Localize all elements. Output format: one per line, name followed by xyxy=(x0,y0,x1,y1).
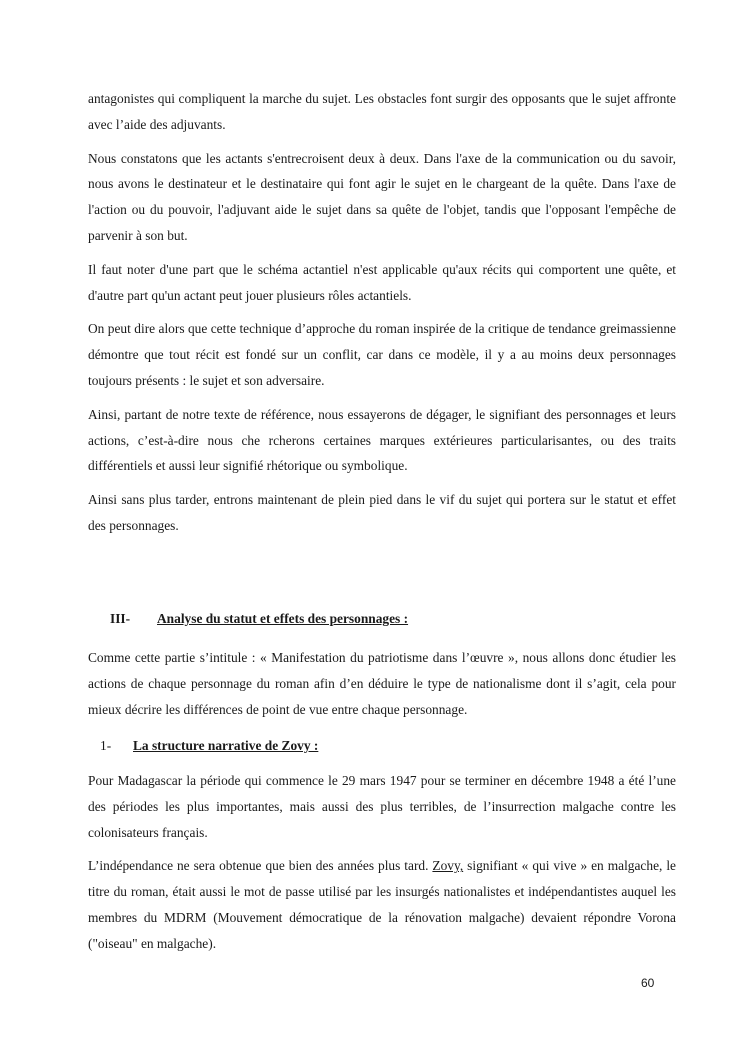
paragraph: Pour Madagascar la période qui commence le 29 mars 1947 pour se terminer en décembre 1948 a été l’une des périodes les plus importantes, mais aussi des plus terribles, de l’insurrection malgache contre les colonisateurs français. xyxy=(88,773,676,840)
page-number: 60 xyxy=(641,976,655,990)
paragraph: Ainsi sans plus tarder, entrons maintenant de plein pied dans le vif du sujet qui portera sur le statut et effet des personnages. xyxy=(88,492,676,533)
subsection-number: 1- xyxy=(100,738,112,753)
paragraph xyxy=(88,853,676,956)
section-intro-block xyxy=(88,645,676,730)
subsection-title: La structure narrative de Zovy : xyxy=(133,738,319,753)
section-title: Analyse du statut et effets des personnages : xyxy=(157,611,409,626)
subsection-text-block xyxy=(88,768,676,965)
subsection-heading xyxy=(88,733,676,758)
section-heading xyxy=(88,606,676,631)
paragraph: On peut dire alors que cette technique d’approche du roman inspirée de la critique de tendance greimassienne démontre que tout récit est fondé sur un conflit, car dans ce modèle, il y a au moins deux personnages toujours présents : le sujet et son adversaire. xyxy=(88,321,676,388)
paragraph-text: signifiant « qui vive » en malgache, le titre du roman, était aussi le mot de passe utilisé par les insurgés nationalistes et indépendantistes auquel les membres du MDRM (Mouvement démocratique de la rénovation malgache) devaient répondre Vorona ("oiseau" en malgache). xyxy=(88,858,676,951)
paragraph: Ainsi, partant de notre texte de référence, nous essayerons de dégager, le signifiant des personnages et leurs actions, c’est-à-dire nous che rcherons certaines marques extérieures particularisantes, ou des traits différentiels et aussi leur signifié rhétorique ou symbolique. xyxy=(88,406,676,474)
paragraph: antagonistes qui compliquent la marche du sujet. Les obstacles font surgir des opposants que le sujet affronte avec l’aide des adjuvants. xyxy=(88,91,676,132)
paragraph: Il faut noter d'une part que le schéma actantiel n'est applicable qu'aux récits qui comportent une quête, et d'autre part qu'un actant peut jouer plusieurs rôles actantiels. xyxy=(88,261,676,303)
paragraph: Comme cette partie s’intitule : « Manifestation du patriotisme dans l’œuvre », nous allons donc étudier les actions de chaque personnage du roman afin d’en déduire le type de nationalisme dont il s’agit, cela pour mieux décrire les différences de point de vue entre chaque personnage. xyxy=(88,650,676,717)
paragraph-text: L’indépendance ne sera obtenue que bien des années plus tard. xyxy=(88,858,433,874)
section-number: III- xyxy=(110,611,131,626)
body-text-block xyxy=(88,86,676,547)
underlined-title-zovy: Zovy, xyxy=(432,858,464,874)
paragraph: Nous constatons que les actants s'entrecroisent deux à deux. Dans l'axe de la communication ou du savoir, nous avons le destinateur et le destinataire qui font agir le sujet en le chargeant de la quête. Dans l'axe de l'action ou du pouvoir, l'adjuvant aide le sujet dans sa quête de l'objet, tandis que l'opposant l'empêche de parvenir à son but. xyxy=(88,150,676,243)
